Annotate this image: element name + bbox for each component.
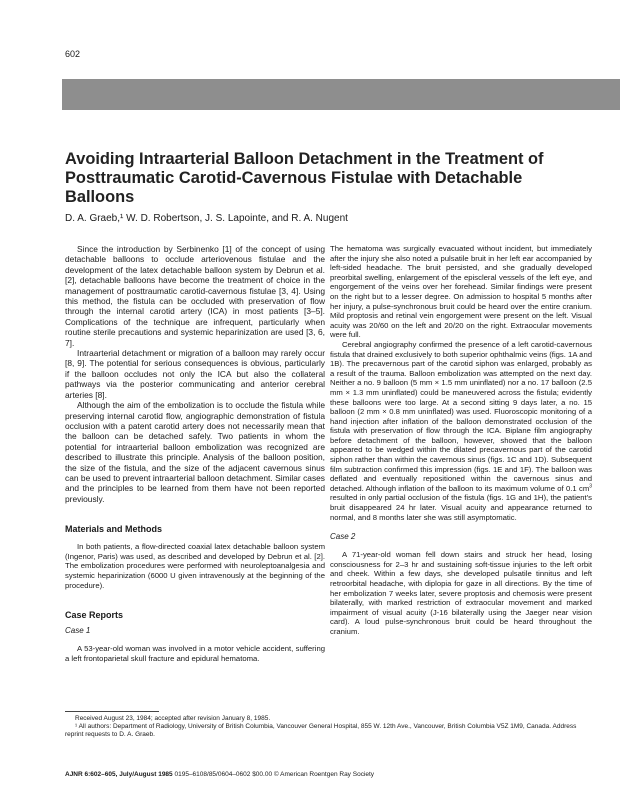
right-column (330, 244, 592, 637)
case-2-label: Case 2 (330, 532, 356, 542)
received-note: Received August 23, 1984; accepted after revision January 8, 1985. (75, 715, 271, 722)
case-1-continued (330, 244, 592, 522)
case-2-section (330, 550, 592, 636)
case-2-paragraph: A 71-year-old woman fell down stairs and struck her head, losing consciousness for 2–3 hr and sustaining soft-tissue injuries to the left orbit and cheek. Within a few days, she developed pulsatile tinnitus and left retroorbital headache, with diplopia for gaze in all directions. By the time of her embolization 7 weeks later, severe proptosis and chemosis were present bilaterally, with marked restriction of extraocular movement and marked impairment of visual acuity (J-16 bilaterally using the Jaeger near vision card). A loud pulse-synchronous bruit could be heard throughout the cranium. (330, 550, 592, 636)
intro-paragraph: Since the introduction by Serbinenko [1] of the concept of using detachable balloons to occlude arteriovenous fistulae and the development of the latex detachable balloon system by Debrun et al. [2], detachable balloons have become the treatment of choice in the management of posttraumatic carotid-cavernous fistulae [3, 4]. Using this method, the fistula can be occluded with preservation of flow through the internal carotid artery (ICA) in most patients [3–5]. Complications of the technique are infrequent, particularly when routine sterile precautions and systemic heparinization are used [3, 6, 7]. (65, 244, 325, 348)
header-band (62, 79, 620, 110)
case-1-left-section (65, 644, 325, 663)
case-1-angiography-text-end: resulted in only partial occlusion of the fistula (figs. 1G and 1H), the patient's bruit disappeared 24 hr later. Visual acuity and appearance returned to normal, and 8 months later she was still asymptomatic. (330, 493, 592, 522)
introduction (65, 244, 325, 504)
methods-paragraph: In both patients, a flow-directed coaxial latex detachable balloon system (Ingenor, Paris) was used, as described and developed by Debrun et al. [2]. The embolization procedures were performed with neuroleptoanalgesia and systemic heparinization (6000 U given intravenously at the beginning of the procedure). (65, 542, 325, 590)
methods-heading: Materials and Methods (65, 524, 163, 535)
article-title: Avoiding Intraarterial Balloon Detachment in the Treatment of Posttraumatic Carotid-Cavernous Fistulae with Detachable Balloons (65, 150, 544, 206)
footnote-divider (65, 711, 159, 712)
case-1-intro-paragraph: A 53-year-old woman was involved in a motor vehicle accident, suffering a left frontoparietal skull fracture and epidural hematoma. (65, 644, 325, 663)
affiliation-text: All authors: Department of Radiology, University of British Columbia, Vancouver General Hospital, 855 W. 12th Ave., Vancouver, British Columbia V5Z 1M9, Canada. Address reprint requests to D. A. Graeb. (65, 723, 577, 738)
author-list: D. A. Graeb,¹ W. D. Robertson, J. S. Lapointe, and R. A. Nugent (65, 213, 348, 224)
case-1-history-paragraph: The hematoma was surgically evacuated without incident, but immediately after the injury she also noted a pulsatile bruit in her left ear accompanied by left-sided headache. The bruit persisted, and she gradually developed preorbital swelling, enlargement of the episcleral vessels of the left eye, and engorgement of the veins over her forehead. Similar findings were present on the right but to a lesser degree. On admission to hospital 5 months after her injury, a pulse-synchronous bruit could be heard over the entire cranium. Mild proptosis and retinal vein engorgement were present on the left. Visual acuity was 20/60 on the left and 20/20 on the right. Extraocular movements were full. (330, 244, 592, 340)
journal-issn: 0195–6108/85/0604–0602 $00.00 © American Roentgen Ray Society (172, 771, 375, 778)
left-column (65, 244, 325, 663)
intro-paragraph: Although the aim of the embolization is to occlude the fistula while preserving internal carotid flow, angiographic demonstration of fistula occlusion with a patent carotid artery does not necessarily mean that the balloon can be detached safely. Two patients in whom the potential for intraarterial balloon embolization was recognized are described to illustrate this principle. Analysis of the balloon position, the size of the fistula, and the size of the adjacent cavernous sinus can be used to prevent intraarterial balloon detachment. Similar cases and the principles to be learned from them have not been reported previously. (65, 400, 325, 504)
journal-name: AJNR 6:602–605, July/August 1985 (65, 771, 173, 778)
case-1-angiography-paragraph (330, 340, 592, 522)
case-1-label: Case 1 (65, 626, 91, 636)
footnotes (65, 715, 592, 739)
case-reports-heading: Case Reports (65, 610, 124, 621)
page-number: 602 (65, 49, 81, 59)
methods-section (65, 542, 325, 590)
affiliation-note (65, 723, 592, 739)
journal-citation (65, 771, 374, 778)
affiliation-mark: ¹ (75, 723, 78, 730)
intro-paragraph: Intraarterial detachment or migration of a balloon may rarely occur [8, 9]. The potential for serious consequences is obvious, particularly if the balloon occludes not only the ICA but also the collateral pathways via the posterior communicating and anterior cerebral arteries [8]. (65, 348, 325, 400)
cubic-superscript: 3 (589, 483, 592, 490)
case-1-angiography-text: Cerebral angiography confirmed the presence of a left carotid-cavernous fistula that drained exclusively to both superior ophthalmic veins (figs. 1A and 1B). The precavernous part of the carotid siphon was enlarged, probably as a result of the trauma. Balloon embolization was attempted on the next day. Neither a no. 9 balloon (5 mm × 1.5 mm uninflated) nor a no. 17 balloon (2.5 mm × 1.3 mm uninflated) could be maneuvered across the fistula; evidently these balloons were too large. At a second sitting 9 days later, a no. 15 balloon (2 mm × 0.8 mm uninflated) was used. Fluoroscopic monitoring of a hand injection after inflation of the balloon demonstrated occlusion of the fistula with preservation of flow through the ICA. Biplane film angiography before detachment of the balloon, however, showed that the balloon appeared to be wedged within the dilated precavernous part of the carotid siphon rather than within the cavernous sinus (figs. 1C and 1D). Subsequent film subtraction confirmed this impression (figs. 1E and 1F). The balloon was deflated and eventually repositioned within the cavernous sinus and detached. Although inflation of the balloon to its maximum volume of 0.1 cm (330, 339, 592, 493)
